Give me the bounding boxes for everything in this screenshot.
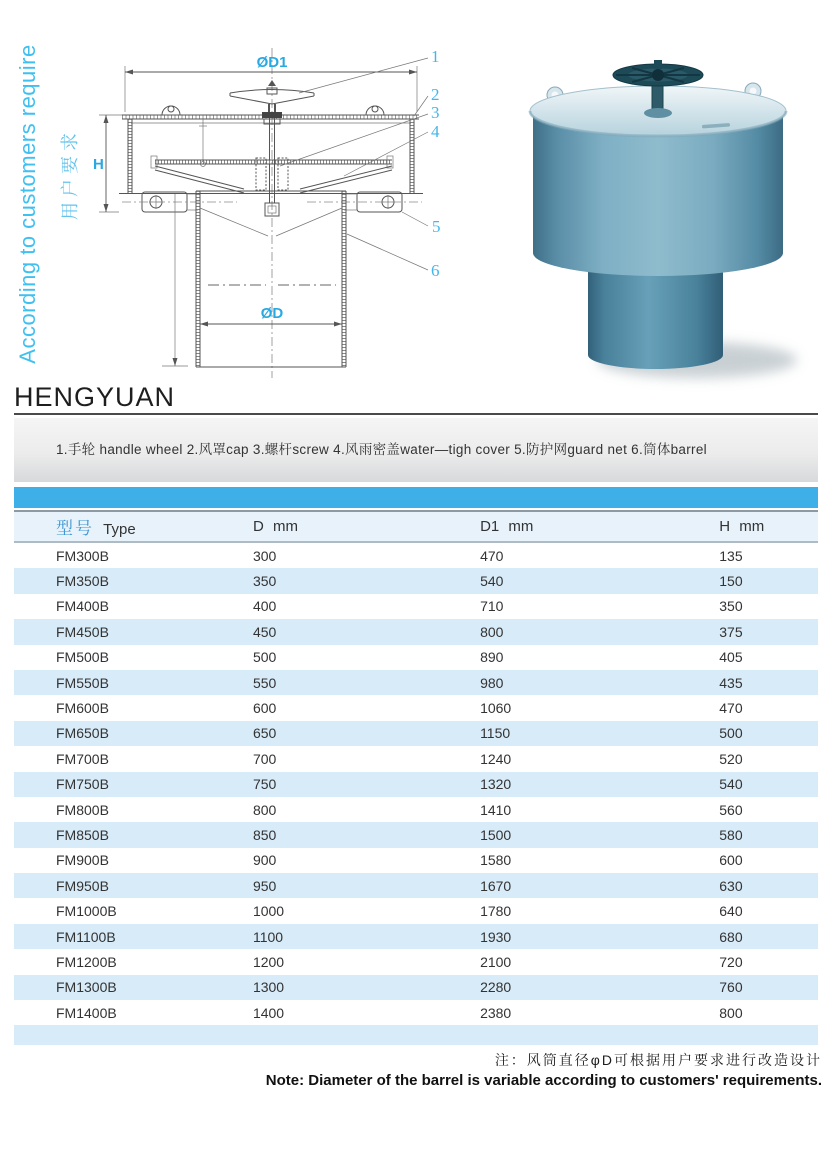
value-cell: 750: [252, 776, 277, 793]
value-cell: 500: [719, 725, 743, 742]
model-cell: FM750B: [56, 776, 109, 793]
table-accent-bar: [14, 487, 818, 508]
value-cell: 1200: [252, 953, 285, 970]
spec-row-FM500B: [14, 645, 818, 670]
dim-label-d1: ØD1: [256, 54, 288, 71]
spec-row-FM800B: [14, 797, 818, 822]
spec-row-FM300B: [14, 542, 818, 568]
value-cell: 710: [480, 598, 504, 615]
value-cell: 1300: [252, 979, 285, 996]
spec-row-FM750B: [14, 772, 818, 797]
spec-table: [14, 510, 818, 1045]
spec-row-FM850B: [14, 822, 818, 847]
callout-3: 3: [431, 103, 440, 122]
value-cell: 435: [719, 674, 743, 691]
title-rule: [14, 413, 818, 415]
col-header-type-en: Type: [103, 521, 136, 538]
product-photo: [492, 40, 830, 392]
value-cell: 550: [252, 674, 277, 691]
dim-d: [200, 305, 342, 327]
value-cell: 1100: [252, 928, 284, 945]
blank-row: [14, 1025, 818, 1045]
value-cell: 640: [719, 903, 743, 920]
spec-table-header-row: [14, 511, 818, 542]
value-cell: 800: [719, 1004, 743, 1021]
dim-label-d: ØD: [260, 305, 284, 322]
callout-4: 4: [431, 122, 440, 141]
value-cell: 520: [719, 750, 743, 767]
spec-row-FM1300B: [14, 975, 818, 1000]
model-cell: FM800B: [56, 801, 109, 818]
value-cell: 450: [252, 623, 277, 640]
value-cell: 600: [252, 700, 277, 717]
spec-row-FM400B: [14, 594, 818, 619]
model-cell: FM1200B: [56, 953, 117, 970]
value-cell: 2100: [480, 953, 512, 970]
spec-row-FM1000B: [14, 898, 818, 923]
value-cell: 1930: [480, 928, 512, 945]
model-cell: FM1100B: [56, 928, 116, 945]
value-cell: 760: [719, 979, 743, 996]
parts-legend-bar: [14, 418, 818, 482]
value-cell: 1150: [480, 725, 511, 742]
spec-row-FM1400B: [14, 1000, 818, 1025]
value-cell: 1410: [480, 801, 512, 818]
model-cell: FM700B: [56, 750, 109, 767]
model-cell: FM950B: [56, 877, 109, 894]
value-cell: 350: [719, 598, 743, 615]
callout-6: 6: [431, 261, 440, 280]
value-cell: 470: [719, 700, 743, 717]
model-cell: FM1000B: [56, 903, 117, 920]
spec-row-FM900B: [14, 848, 818, 873]
spec-row-FM1200B: [14, 949, 818, 974]
value-cell: 470: [480, 547, 504, 564]
spec-row-FM550B: [14, 670, 818, 695]
value-cell: 800: [252, 801, 277, 818]
cap-walls: [119, 119, 423, 194]
value-cell: 2280: [480, 979, 512, 996]
col-header-d: D mm: [207, 511, 432, 542]
value-cell: 900: [252, 852, 277, 869]
value-cell: 405: [719, 649, 743, 666]
value-cell: 700: [252, 750, 277, 767]
value-cell: 630: [719, 877, 743, 894]
value-cell: 600: [719, 852, 743, 869]
value-cell: 500: [252, 649, 277, 666]
model-cell: FM500B: [56, 649, 109, 666]
value-cell: 2380: [480, 1004, 512, 1021]
spec-row-FM650B: [14, 721, 818, 746]
value-cell: 1060: [480, 700, 512, 717]
footnotes: [266, 1050, 822, 1092]
value-cell: 400: [252, 598, 277, 615]
spec-row-FM350B: [14, 568, 818, 593]
value-cell: 1780: [480, 903, 512, 920]
model-cell: FM400B: [56, 598, 109, 615]
vertical-slogan-zh: 用户要求: [60, 128, 80, 220]
dim-label-h: H: [93, 156, 104, 173]
value-cell: 580: [719, 826, 743, 843]
value-cell: 950: [252, 877, 277, 894]
value-cell: 540: [480, 573, 504, 590]
parts-legend-text: 1.手轮 handle wheel 2.风罩cap 3.螺杆screw 4.风雨密盖water—tigh cover 5.防护网guard net 6.筒体barrel: [56, 442, 707, 457]
spec-row-FM950B: [14, 873, 818, 898]
value-cell: 350: [252, 573, 277, 590]
value-cell: 1580: [480, 852, 512, 869]
value-cell: 650: [252, 725, 277, 742]
value-cell: 800: [480, 623, 504, 640]
value-cell: 890: [480, 649, 504, 666]
model-cell: FM900B: [56, 852, 109, 869]
col-header-type-zh: 型号: [56, 519, 94, 538]
value-cell: 1240: [480, 750, 512, 767]
col-header-type: [14, 511, 207, 542]
model-cell: FM850B: [56, 826, 109, 843]
value-cell: 1500: [480, 826, 512, 843]
col-header-d1: D1 mm: [432, 511, 673, 542]
spec-row-FM1100B: [14, 924, 818, 949]
model-cell: FM350B: [56, 573, 109, 590]
value-cell: 560: [719, 801, 743, 818]
value-cell: 680: [719, 928, 743, 945]
value-cell: 1000: [252, 903, 285, 920]
value-cell: 1670: [480, 877, 512, 894]
spec-row-FM700B: [14, 746, 818, 771]
barrel-drawing: [162, 191, 346, 367]
note-en: Note: Diameter of the barrel is variable according to customers' requirements.: [265, 1072, 822, 1090]
technical-drawing: [92, 36, 452, 386]
model-cell: FM650B: [56, 725, 109, 742]
value-cell: 850: [252, 826, 277, 843]
spec-row-FM600B: [14, 695, 818, 720]
callout-1: 1: [431, 47, 440, 66]
brand-title: HENGYUAN: [14, 382, 176, 412]
dim-h: [93, 115, 122, 212]
model-cell: FM600B: [56, 700, 109, 717]
model-cell: FM1300B: [56, 979, 117, 996]
callout-5: 5: [432, 217, 441, 236]
vertical-slogan-en: According to customers require: [15, 44, 40, 364]
value-cell: 540: [719, 776, 743, 793]
value-cell: 980: [480, 674, 504, 691]
model-cell: FM450B: [56, 623, 109, 640]
value-cell: 135: [719, 547, 743, 564]
value-cell: 1320: [480, 776, 512, 793]
value-cell: 720: [719, 953, 743, 970]
col-header-h: H mm: [673, 511, 818, 542]
value-cell: 1400: [252, 1004, 285, 1021]
value-cell: 375: [719, 623, 743, 640]
value-cell: 150: [719, 573, 743, 590]
model-cell: FM550B: [56, 674, 109, 691]
model-cell: FM300B: [56, 547, 109, 564]
handwheel-drawing: [230, 80, 314, 115]
note-zh: 注：风筒直径φD可根据用户要求进行改造设计: [494, 1052, 822, 1068]
callout-2: 2: [431, 85, 440, 104]
spec-row-FM450B: [14, 619, 818, 644]
model-cell: FM1400B: [56, 1004, 117, 1021]
value-cell: 300: [252, 547, 277, 564]
